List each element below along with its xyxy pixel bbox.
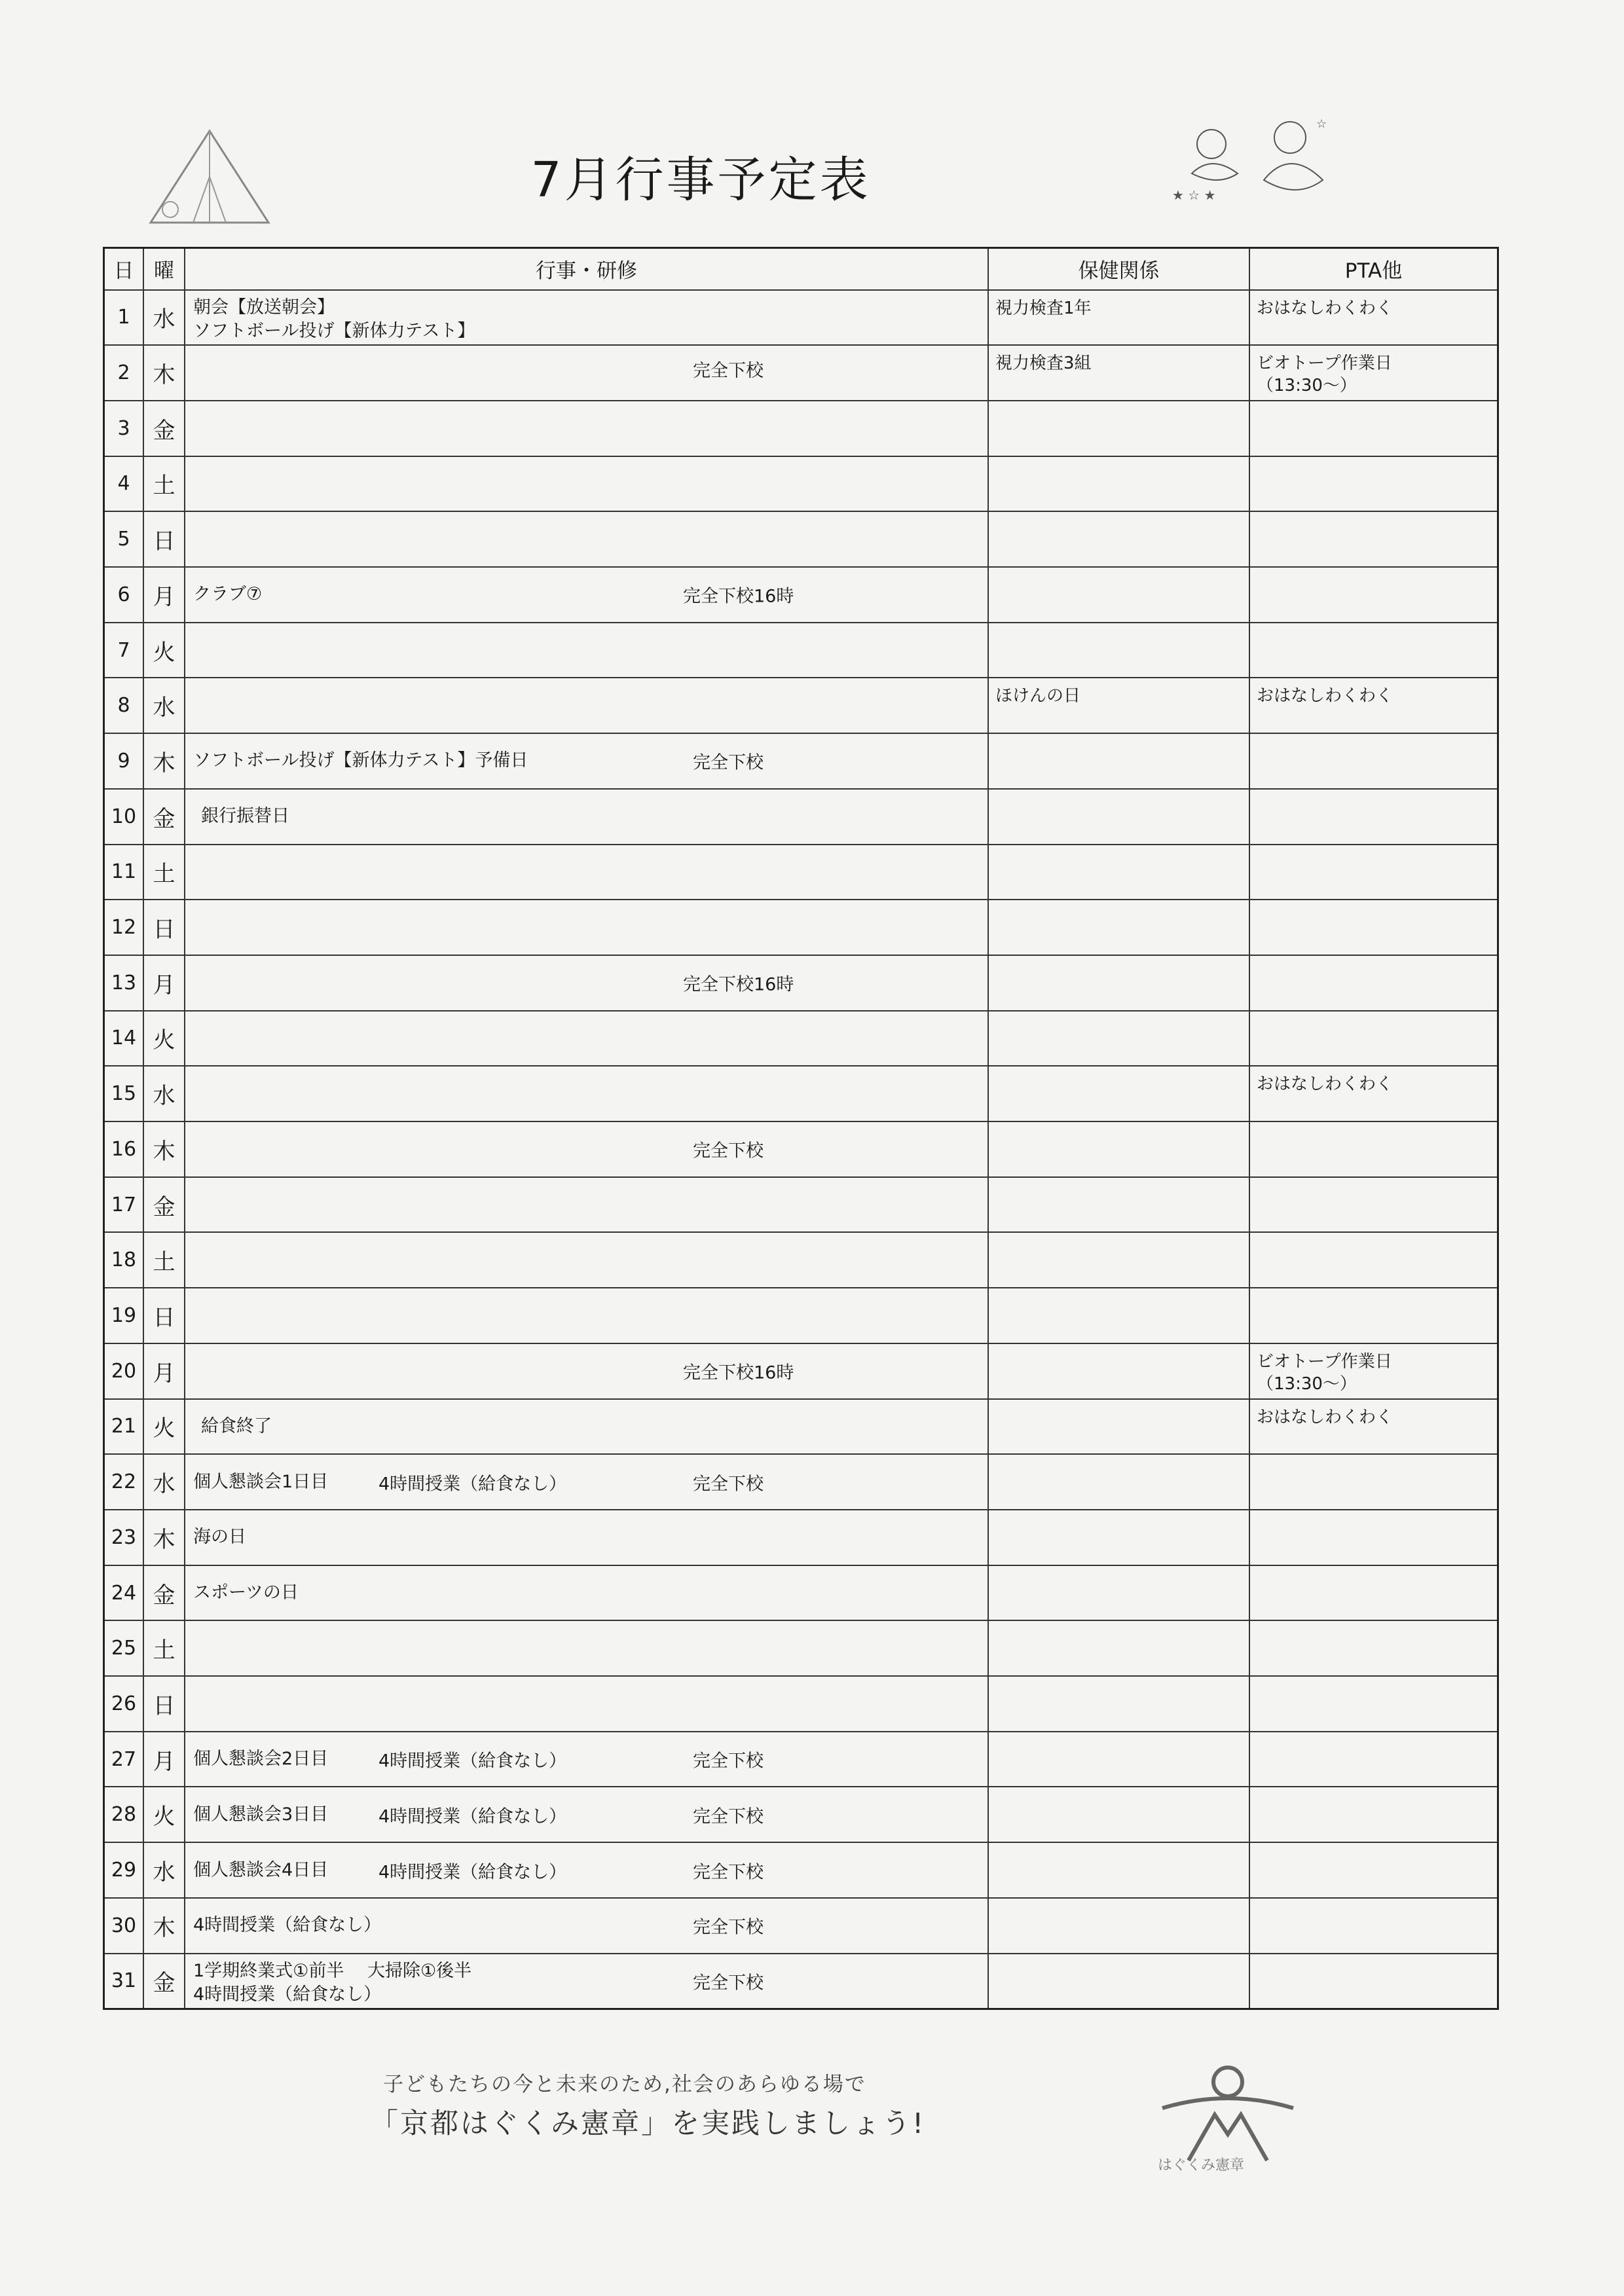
- day-cell: 18: [104, 1232, 144, 1288]
- header-pta: PTA他: [1249, 248, 1498, 290]
- events-cell: [185, 1732, 988, 1787]
- health-cell: [988, 1288, 1249, 1343]
- health-cell: [988, 1565, 1249, 1621]
- pta-cell: [1249, 1011, 1498, 1066]
- pta-cell: [1249, 1954, 1498, 2009]
- events-cell: [185, 733, 988, 789]
- header-weekday: 曜: [143, 248, 185, 290]
- weekday-cell: 金: [143, 401, 185, 456]
- table-row: [104, 456, 1498, 512]
- table-row: [104, 678, 1498, 733]
- day-cell: 10: [104, 789, 144, 845]
- events-cell: [185, 1676, 988, 1732]
- health-cell: [988, 955, 1249, 1011]
- weekday-cell: 水: [143, 678, 185, 733]
- health-cell: [988, 623, 1249, 678]
- table-row: [104, 290, 1498, 346]
- table-header-row: [104, 248, 1498, 290]
- day-cell: 13: [104, 955, 144, 1011]
- weekday-cell: 金: [143, 1177, 185, 1233]
- weekday-cell: 月: [143, 567, 185, 623]
- table-row: [104, 1732, 1498, 1787]
- event-text: 個人懇談会2日目: [193, 1749, 329, 1770]
- table-row: [104, 567, 1498, 623]
- pta-cell: [1249, 733, 1498, 789]
- tanabata-illustration: [1153, 108, 1356, 213]
- table-row: [104, 1454, 1498, 1510]
- pta-cell: [1249, 1454, 1498, 1510]
- events-cell: [185, 567, 988, 623]
- health-cell: [988, 1842, 1249, 1898]
- events-cell: [185, 1787, 988, 1842]
- pta-cell: [1249, 401, 1498, 456]
- pta-cell: [1249, 1510, 1498, 1565]
- health-cell: [988, 567, 1249, 623]
- table-row: [104, 1676, 1498, 1732]
- tent-illustration: [131, 118, 288, 236]
- events-cell: [185, 511, 988, 567]
- health-cell: [988, 1121, 1249, 1177]
- pta-cell: [1249, 1232, 1498, 1288]
- day-cell: 30: [104, 1898, 144, 1954]
- event-text: 4時間授業（給食なし）: [193, 1915, 382, 1936]
- day-cell: 25: [104, 1620, 144, 1676]
- dismissal-text: 完全下校: [693, 752, 764, 773]
- day-cell: 12: [104, 900, 144, 955]
- health-cell: [988, 1954, 1249, 2009]
- health-cell: [988, 290, 1249, 346]
- day-cell: 22: [104, 1454, 144, 1510]
- table-row: [104, 1954, 1498, 2009]
- health-cell: [988, 733, 1249, 789]
- pta-cell: [1249, 955, 1498, 1011]
- dismissal-text: 完全下校: [693, 1806, 764, 1827]
- events-cell: [185, 1620, 988, 1676]
- day-cell: 26: [104, 1676, 144, 1732]
- dismissal-text: 完全下校16時: [683, 1362, 794, 1383]
- pta-cell: [1249, 1732, 1498, 1787]
- events-cell: [185, 1510, 988, 1565]
- pta-cell: [1249, 345, 1498, 401]
- health-text: 視力検査3組: [995, 354, 1092, 374]
- pta-cell: [1249, 1288, 1498, 1343]
- dismissal-text: 完全下校: [693, 361, 764, 382]
- table-row: [104, 1842, 1498, 1898]
- table-row: [104, 1510, 1498, 1565]
- table-row: [104, 733, 1498, 789]
- events-cell: [185, 1343, 988, 1399]
- events-cell: [185, 1011, 988, 1066]
- day-cell: 11: [104, 845, 144, 900]
- table-row: [104, 511, 1498, 567]
- events-cell: [185, 1399, 988, 1455]
- pta-cell: [1249, 456, 1498, 512]
- logo-caption: はぐくみ憲章: [1158, 2157, 1245, 2174]
- table-row: [104, 1011, 1498, 1066]
- pta-cell: [1249, 1842, 1498, 1898]
- dismissal-text: 完全下校: [693, 1751, 764, 1772]
- health-cell: [988, 1787, 1249, 1842]
- pta-cell: [1249, 1676, 1498, 1732]
- event-text: 1学期終業式①前半 大掃除①後半 4時間授業（給食なし）: [193, 1960, 472, 2005]
- table-row: [104, 1066, 1498, 1121]
- weekday-cell: 月: [143, 1343, 185, 1399]
- table-row: [104, 1343, 1498, 1399]
- table-row: [104, 1288, 1498, 1343]
- weekday-cell: 火: [143, 623, 185, 678]
- day-cell: 23: [104, 1510, 144, 1565]
- pta-cell: [1249, 1565, 1498, 1621]
- health-cell: [988, 1177, 1249, 1233]
- events-cell: [185, 1288, 988, 1343]
- day-cell: 6: [104, 567, 144, 623]
- weekday-cell: 月: [143, 1732, 185, 1787]
- table-row: [104, 789, 1498, 845]
- table-row: [104, 1787, 1498, 1842]
- day-cell: 3: [104, 401, 144, 456]
- weekday-cell: 日: [143, 900, 185, 955]
- pta-cell: [1249, 1399, 1498, 1455]
- health-cell: [988, 456, 1249, 512]
- day-cell: 19: [104, 1288, 144, 1343]
- table-row: [104, 1898, 1498, 1954]
- events-cell: [185, 290, 988, 346]
- events-cell: [185, 678, 988, 733]
- health-cell: [988, 345, 1249, 401]
- events-cell: [185, 1066, 988, 1121]
- weekday-cell: 月: [143, 955, 185, 1011]
- pta-cell: [1249, 678, 1498, 733]
- weekday-cell: 水: [143, 1066, 185, 1121]
- pta-cell: [1249, 1620, 1498, 1676]
- day-cell: 21: [104, 1399, 144, 1455]
- health-text: 視力検査1年: [995, 298, 1092, 318]
- pta-text: おはなしわくわく: [1257, 686, 1393, 706]
- schedule-table: [103, 247, 1499, 2010]
- day-cell: 29: [104, 1842, 144, 1898]
- health-cell: [988, 1232, 1249, 1288]
- pta-cell: [1249, 1898, 1498, 1954]
- event-text: 個人懇談会1日目: [193, 1471, 329, 1492]
- health-cell: [988, 1454, 1249, 1510]
- weekday-cell: 水: [143, 1842, 185, 1898]
- header-day: 日: [104, 248, 144, 290]
- event-note: 4時間授業（給食なし）: [378, 1806, 567, 1827]
- day-cell: 16: [104, 1121, 144, 1177]
- health-cell: [988, 1676, 1249, 1732]
- dismissal-text: 完全下校: [693, 1862, 764, 1883]
- events-cell: [185, 1954, 988, 2009]
- page-title: 7月行事予定表: [530, 152, 871, 208]
- health-cell: [988, 1343, 1249, 1399]
- event-text: ソフトボール投げ【新体力テスト】予備日: [193, 750, 528, 771]
- events-cell: [185, 1232, 988, 1288]
- day-cell: 7: [104, 623, 144, 678]
- health-cell: [988, 1620, 1249, 1676]
- weekday-cell: 金: [143, 1954, 185, 2009]
- event-text: 個人懇談会3日目: [193, 1804, 329, 1825]
- pta-cell: [1249, 1121, 1498, 1177]
- health-cell: [988, 1399, 1249, 1455]
- table-row: [104, 1177, 1498, 1233]
- day-cell: 1: [104, 290, 144, 346]
- table-row: [104, 345, 1498, 401]
- dismissal-text: 完全下校: [693, 1474, 764, 1495]
- weekday-cell: 水: [143, 290, 185, 346]
- table-row: [104, 845, 1498, 900]
- events-cell: [185, 401, 988, 456]
- day-cell: 8: [104, 678, 144, 733]
- events-cell: [185, 1565, 988, 1621]
- weekday-cell: 火: [143, 1787, 185, 1842]
- svg-text:★ ☆ ★: ★ ☆ ★: [1172, 187, 1216, 203]
- day-cell: 2: [104, 345, 144, 401]
- health-cell: [988, 511, 1249, 567]
- day-cell: 31: [104, 1954, 144, 2009]
- weekday-cell: 土: [143, 845, 185, 900]
- footer-slogan: 子どもたちの今と未来のため,社会のあらゆる場で: [383, 2073, 866, 2096]
- table-row: [104, 401, 1498, 456]
- weekday-cell: 土: [143, 1620, 185, 1676]
- event-text: 海の日: [193, 1527, 246, 1548]
- events-cell: [185, 1454, 988, 1510]
- events-cell: [185, 623, 988, 678]
- pta-cell: [1249, 1343, 1498, 1399]
- event-note: 4時間授業（給食なし）: [378, 1751, 567, 1772]
- weekday-cell: 日: [143, 1288, 185, 1343]
- weekday-cell: 木: [143, 1510, 185, 1565]
- weekday-cell: 水: [143, 1454, 185, 1510]
- table-row: [104, 1232, 1498, 1288]
- weekday-cell: 火: [143, 1011, 185, 1066]
- table-row: [104, 1121, 1498, 1177]
- health-cell: [988, 1011, 1249, 1066]
- events-cell: [185, 1898, 988, 1954]
- weekday-cell: 木: [143, 345, 185, 401]
- table-row: [104, 1399, 1498, 1455]
- health-cell: [988, 678, 1249, 733]
- pta-text: おはなしわくわく: [1257, 1074, 1393, 1095]
- weekday-cell: 金: [143, 1565, 185, 1621]
- dismissal-text: 完全下校: [693, 1140, 764, 1161]
- pta-text: ビオトープ作業日 （13:30〜）: [1257, 1351, 1392, 1394]
- table-row: [104, 623, 1498, 678]
- pta-cell: [1249, 900, 1498, 955]
- pta-text: おはなしわくわく: [1257, 298, 1393, 318]
- day-cell: 4: [104, 456, 144, 512]
- event-text: スポーツの日: [193, 1582, 299, 1603]
- day-cell: 15: [104, 1066, 144, 1121]
- weekday-cell: 土: [143, 456, 185, 512]
- health-cell: [988, 789, 1249, 845]
- events-cell: [185, 456, 988, 512]
- event-text: 朝会【放送朝会】 ソフトボール投げ【新体力テスト】: [193, 297, 475, 341]
- event-note: 4時間授業（給食なし）: [378, 1474, 567, 1495]
- pta-cell: [1249, 1066, 1498, 1121]
- pta-cell: [1249, 290, 1498, 346]
- header-events: 行事・研修: [185, 248, 988, 290]
- weekday-cell: 土: [143, 1232, 185, 1288]
- table-row: [104, 955, 1498, 1011]
- events-cell: [185, 789, 988, 845]
- health-cell: [988, 900, 1249, 955]
- header-health: 保健関係: [988, 248, 1249, 290]
- event-text: 給食終了: [201, 1415, 272, 1436]
- weekday-cell: 木: [143, 733, 185, 789]
- health-text: ほけんの日: [995, 686, 1081, 706]
- dismissal-text: 完全下校: [693, 1973, 764, 1994]
- svg-text:☆: ☆: [1316, 117, 1327, 131]
- day-cell: 5: [104, 511, 144, 567]
- pta-cell: [1249, 1787, 1498, 1842]
- dismissal-text: 完全下校16時: [683, 586, 794, 607]
- pta-cell: [1249, 567, 1498, 623]
- event-note: 4時間授業（給食なし）: [378, 1862, 567, 1883]
- pta-text: おはなしわくわく: [1257, 1407, 1393, 1427]
- day-cell: 14: [104, 1011, 144, 1066]
- table-row: [104, 900, 1498, 955]
- day-cell: 27: [104, 1732, 144, 1787]
- weekday-cell: 金: [143, 789, 185, 845]
- day-cell: 24: [104, 1565, 144, 1621]
- day-cell: 20: [104, 1343, 144, 1399]
- event-text: 個人懇談会4日目: [193, 1859, 329, 1880]
- events-cell: [185, 900, 988, 955]
- events-cell: [185, 1121, 988, 1177]
- event-text: 銀行振替日: [201, 806, 289, 827]
- health-cell: [988, 1510, 1249, 1565]
- event-text: クラブ⑦: [193, 584, 263, 605]
- table-row: [104, 1565, 1498, 1621]
- events-cell: [185, 345, 988, 401]
- dismissal-text: 完全下校: [693, 1917, 764, 1938]
- dismissal-text: 完全下校16時: [683, 974, 794, 995]
- events-cell: [185, 1177, 988, 1233]
- pta-cell: [1249, 623, 1498, 678]
- pta-cell: [1249, 1177, 1498, 1233]
- pta-cell: [1249, 511, 1498, 567]
- events-cell: [185, 955, 988, 1011]
- table-row: [104, 1620, 1498, 1676]
- weekday-cell: 日: [143, 511, 185, 567]
- footer-charter: 「京都はぐくみ憲章」を実践しましょう!: [370, 2107, 926, 2140]
- events-cell: [185, 1842, 988, 1898]
- health-cell: [988, 845, 1249, 900]
- weekday-cell: 日: [143, 1676, 185, 1732]
- day-cell: 9: [104, 733, 144, 789]
- health-cell: [988, 1732, 1249, 1787]
- pta-cell: [1249, 789, 1498, 845]
- health-cell: [988, 401, 1249, 456]
- pta-cell: [1249, 845, 1498, 900]
- weekday-cell: 木: [143, 1898, 185, 1954]
- weekday-cell: 火: [143, 1399, 185, 1455]
- day-cell: 17: [104, 1177, 144, 1233]
- pta-text: ビオトープ作業日 （13:30〜）: [1257, 354, 1392, 396]
- health-cell: [988, 1066, 1249, 1121]
- events-cell: [185, 845, 988, 900]
- health-cell: [988, 1898, 1249, 1954]
- weekday-cell: 木: [143, 1121, 185, 1177]
- day-cell: 28: [104, 1787, 144, 1842]
